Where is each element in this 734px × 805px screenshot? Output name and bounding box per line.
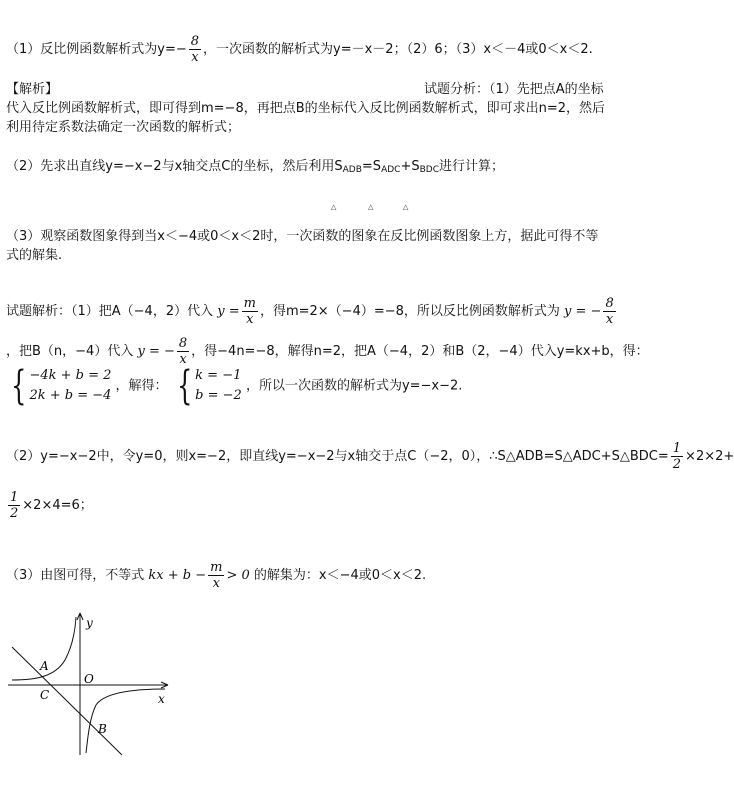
fraction-8-over-x: $\frac{8}{x}$ [605,296,614,327]
line-graph [12,647,122,755]
fraction-one-half: $\frac{1}{2}$ [10,490,19,521]
function-graph-figure [0,605,180,805]
solution-line-3: { −4k + b = 2 2k + b = −4 ，解得： { k = −1 b = −2 ，所以一次函数的解析式为y=−x−2. [6,366,462,406]
analysis-line-4: （2）先求出直线y=−x−2与x轴交点C的坐标，然后利用SADB=SADC+SBDC进行计算； [6,159,504,175]
point-b-label: B [98,722,107,736]
analysis-line-5: （3）观察函数图象得到当x＜−4或0＜x＜2时，一次函数的图象在反比例函数图象上方，据此可得不等 [6,229,599,244]
triangle-mark: △ [403,203,409,211]
x-axis-label: x [158,692,165,706]
analysis-line-6: 式的解集. [6,248,63,263]
fraction-8-over-x: $\frac{8}{x}$ [190,34,200,65]
point-c-label: C [40,688,50,702]
solution-line-1: 试题解析：（1）把A（−4，2）代入 y = $\frac{m}{x}$ ，得m=2×（−4）=−8，所以反比例函数解析式为 y = − $\frac{8}{x}$ [6,296,614,327]
triangle-mark: △ [331,203,337,211]
y-axis-label: y [86,616,93,630]
point-a-label: A [40,659,49,673]
analysis-line-3: 利用待定系数法确定一次函数的解析式； [6,120,241,135]
fraction-m-over-x: $\frac{m}{x}$ [243,296,256,327]
analysis-heading: 【解析】 [6,82,59,97]
equation-system: { −4k + b = 2 2k + b = −4 [11,363,112,409]
solution-line-2: ，把B（n，−4）代入 y = − $\frac{8}{x}$ ，得−4n=−8，解得n=2，把A（−4，2）和B（2，−4）代入y=kx+b，得： [6,336,649,367]
answer-line: （1）反比例函数解析式为y=− $\frac{8}{x}$ ，一次函数的解析式为y=－x－2；（2）6；（3）x＜－4或0＜x＜2. [6,34,593,65]
solution-part-3: （3）由图可得，不等式 kx + b − $\frac{m}{x}$ > 0 的解集为：x＜−4或0＜x＜2. [6,560,427,591]
analysis-intro: 试题分析：（1）先把点A的坐标 [424,82,604,97]
triangle-mark: △ [368,203,374,211]
fraction-one-half: $\frac{1}{2}$ [672,441,682,472]
solution-system: { k = −1 b = −2 [176,363,242,409]
hyperbola-lower-right [86,689,165,753]
solution-part-2-cont: $\frac{1}{2}$ ×2×4=6； [10,490,93,521]
analysis-line-2: 代入反比例函数解析式，即可得到m=−8，再把点B的坐标代入反比例函数解析式，即可求出n=2，然后 [6,101,606,116]
fraction-m-over-x: $\frac{m}{x}$ [210,560,223,591]
origin-label: O [84,672,94,686]
solution-part-2: （2）y=−x−2中，令y=0，则x=−2，即直线y=−x−2与x轴交于点C（−2，0），∴S△ADB=S△ADC+S△BDC= $\frac{1}{2}$ ×2×2+ [6,441,734,472]
fraction-8-over-x: $\frac{8}{x}$ [178,336,188,367]
